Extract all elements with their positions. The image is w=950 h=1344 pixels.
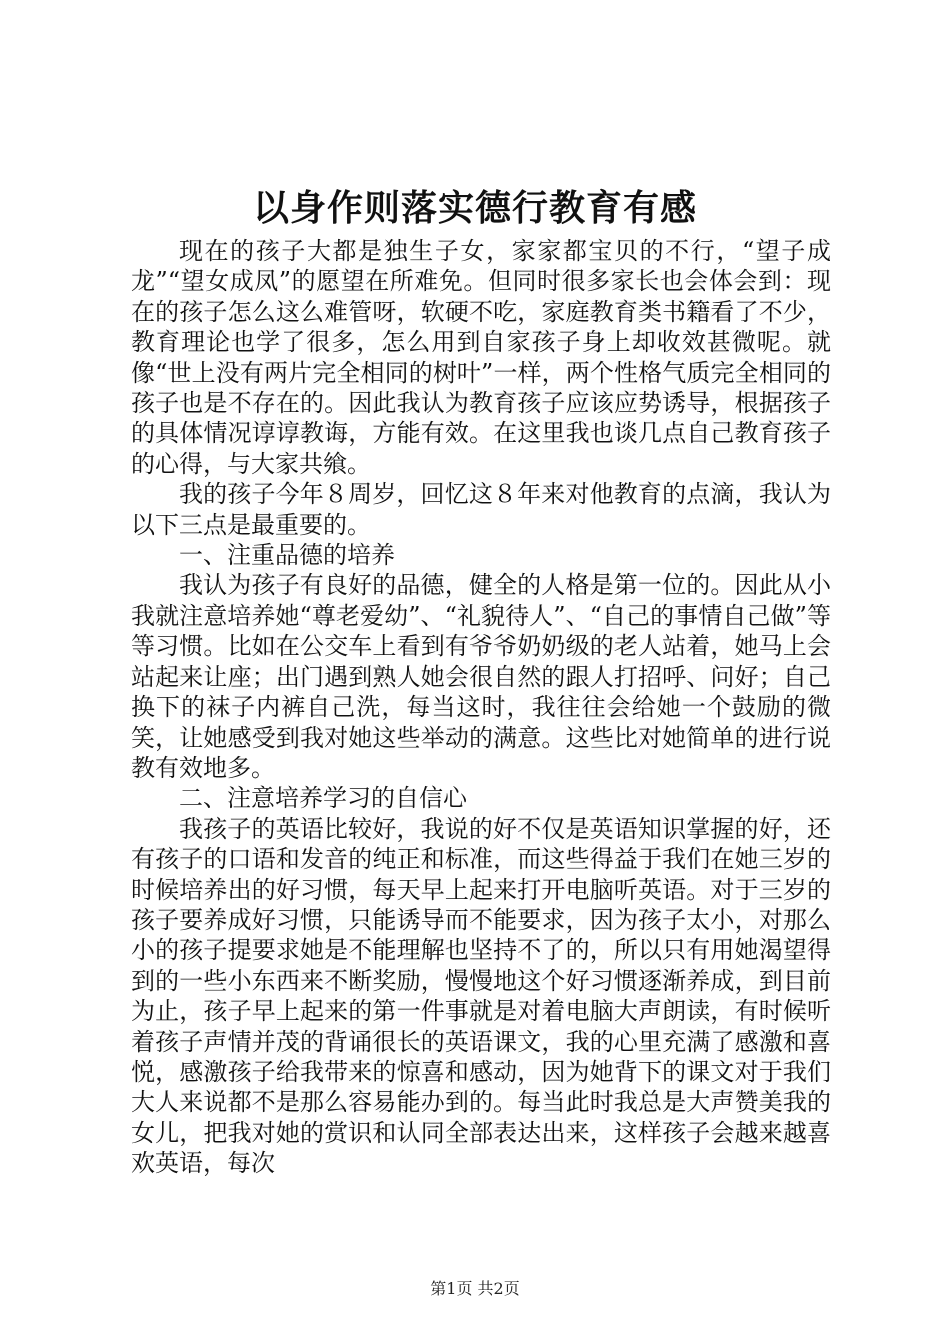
paragraph-intro: 现在的孩子大都是独生子女，家家都宝贝的不行，“望子成龙”“望女成凤”的愿望在所难免。但同时很多家长也会体会到：现在的孩子怎么这么难管呀，软硬不吃，家庭教育类书籍看了不少，教育理论也学了很多，怎么用到自家孩子身上却收效甚微呢。就像“世上没有两片完全相同的树叶”一样，两个性格气质完全相同的孩子也是不存在的。因此我认为教育孩子应该应势诱导，根据孩子的具体情况谆谆教诲，方能有效。在这里我也谈几点自己教育孩子的心得，与大家共飨。 (131, 237, 831, 478)
document-title: 以身作则落实德行教育有感 (252, 187, 697, 229)
paragraph-summary: 我的孩子今年８周岁，回忆这８年来对他教育的点滴，我认为以下三点是最重要的。 (131, 480, 831, 539)
section-heading-1: 一、注重品德的培养 (179, 541, 395, 570)
section-heading-2: 二、注意培养学习的自信心 (179, 784, 467, 813)
document-body (131, 236, 831, 1179)
paragraph-section-1: 我认为孩子有良好的品德，健全的人格是第一位的。因此从小我就注意培养她“尊老爱幼”、“礼貌待人”、“自己的事情自己做”等等习惯。比如在公交车上看到有爷爷奶奶级的老人站着，她马上会站起来让座；出门遇到熟人她会很自然的跟人打招呼、问好；自己换下的袜子内裤自己洗，每当这时，我往往会给她一个鼓励的微笑，让她感受到我对她这些举动的满意。这些比对她简单的进行说教有效地多。 (131, 571, 831, 782)
paragraph-section-2: 我孩子的英语比较好，我说的好不仅是英语知识掌握的好，还有孩子的口语和发音的纯正和标准，而这些得益于我们在她三岁的时候培养出的好习惯，每天早上起来打开电脑听英语。对于三岁的孩子要养成好习惯，只能诱导而不能要求，因为孩子太小，对那么小的孩子提要求她是不能理解也坚持不了的，所以只有用她渴望得到的一些小东西来不断奖励，慢慢地这个好习惯逐渐养成，到目前为止，孩子早上起来的第一件事就是对着电脑大声朗读，有时候听着孩子声情并茂的背诵很长的英语课文，我的心里充满了感激和喜悦，感激孩子给我带来的惊喜和感动，因为她背下的课文对于我们大人来说都不是那么容易能办到的。每当此时我总是大声赞美我的女儿，把我对她的赏识和认同全部表达出来，这样孩子会越来越喜欢英语，每次 (131, 814, 831, 1178)
page-number-footer: 第1页 共2页 (430, 1279, 520, 1298)
